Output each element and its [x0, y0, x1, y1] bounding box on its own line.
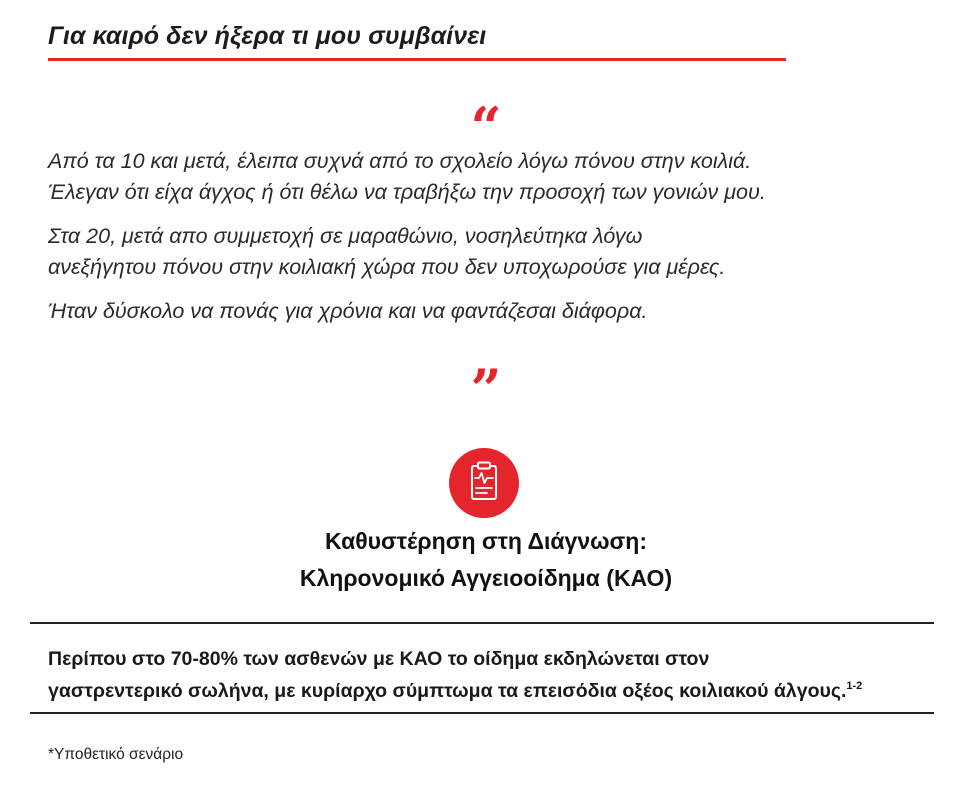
testimonial-paragraph-1 [48, 146, 928, 208]
close-quote-icon: ” [470, 357, 502, 421]
divider-bottom [30, 712, 934, 714]
testimonial-line: ανεξήγητου πόνου στην κοιλιακή χώρα που δεν υποχωρούσε για μέρες. [48, 255, 726, 279]
testimonial-line: Ήταν δύσκολο να πονάς για χρόνια και να φαντάζεσαι διάφορα. [48, 299, 648, 323]
topic-title: Κληρονομικό Αγγειοοίδημα (ΚΑΟ) [299, 565, 673, 591]
testimonial-line: Έλεγαν ότι είχα άγχος ή ότι θέλω να τραβήξω την προσοχή των γονιών μου. [48, 180, 766, 204]
testimonial-text [48, 146, 928, 340]
divider-top [30, 622, 934, 624]
fact-line: γαστρεντερικό σωλήνα, με κυρίαρχο σύμπτωμα τα επεισόδια οξέος κοιλιακού άλγους. [48, 680, 847, 702]
clipboard-medical-icon [449, 448, 519, 518]
testimonial-paragraph-2 [48, 221, 928, 283]
title-underline [48, 58, 786, 61]
testimonial-line: Στα 20, μετά απο συμμετοχή σε μαραθώνιο, νοσηλεύτηκα λόγω [48, 224, 643, 248]
reference-superscript: 1-2 [846, 680, 863, 692]
open-quote-icon: “ [470, 95, 502, 159]
fact-text [48, 646, 948, 705]
footnote: *Υποθετικό σενάριο [48, 746, 184, 763]
clipboard-medical-icon-graphic [449, 448, 519, 518]
testimonial-paragraph-3 [48, 296, 928, 327]
testimonial-line: Από τα 10 και μετά, έλειπα συχνά από το σχολείο λόγω πόνου στην κοιλιά. [48, 149, 752, 173]
page-title: Για καιρό δεν ήξερα τι μου συμβαίνει [48, 22, 487, 50]
topic-subtitle: Καθυστέρηση στη Διάγνωση: [325, 528, 647, 554]
fact-line: Περίπου στο 70-80% των ασθενών με ΚΑΟ το οίδημα εκδηλώνεται στον [48, 648, 710, 670]
